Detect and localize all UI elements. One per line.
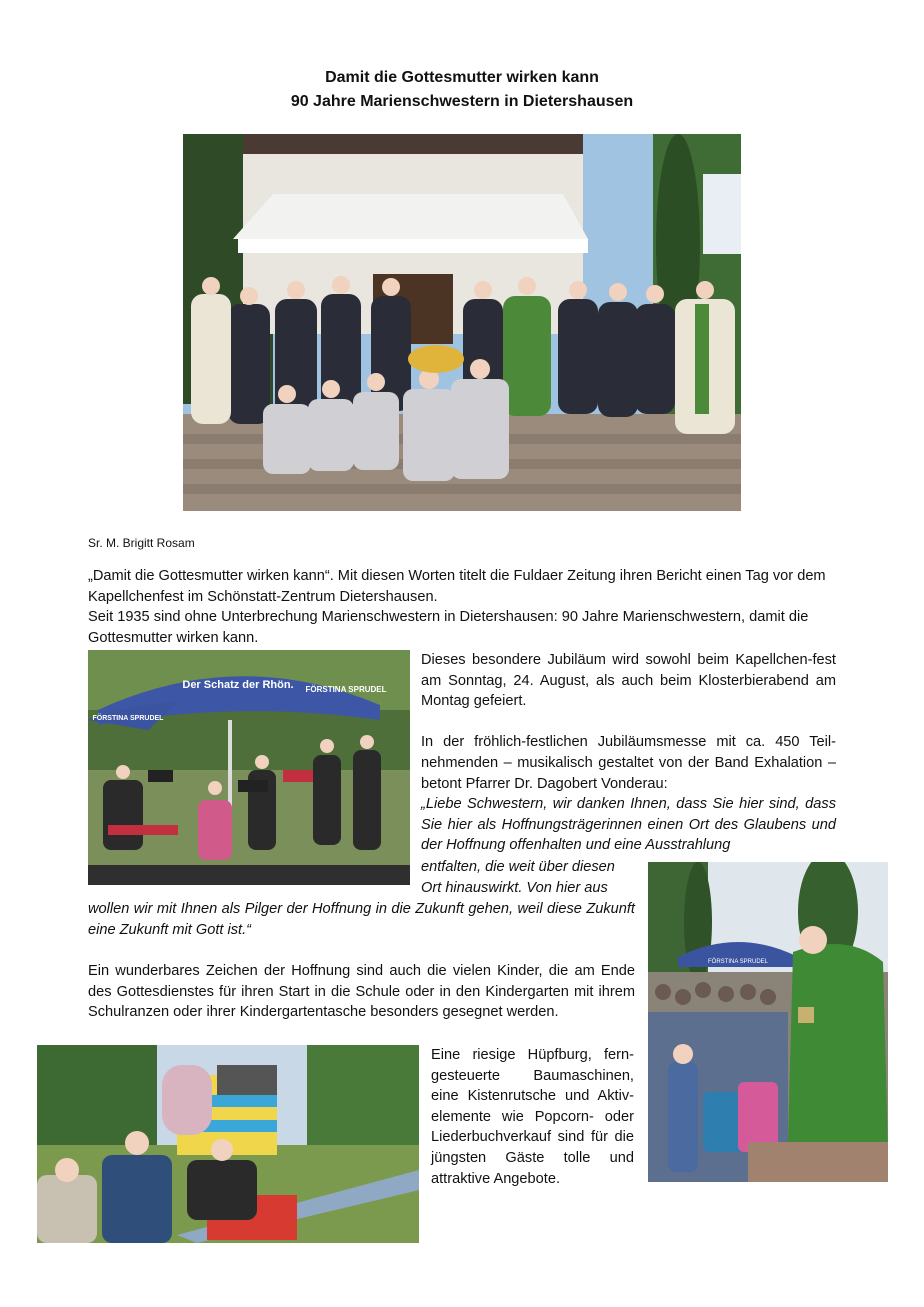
closing-paragraph: Eine riesige Hüpfburg, fern-gesteuerte Baumaschinen, eine Kistenrutsche und Aktiv-elemente wie Popcorn- oder Liederbuchverkauf sind für die jüngsten Gäste tolle und attraktive Angebote.: [431, 1047, 634, 1187]
quote-part-1: „Liebe Schwestern, wir danken Ihnen, dass Sie hier sind, dass Sie hier als Hoffnungsträgerinnen einen Ort des Glaubens und der Hoffnung offenhalten und eine Ausstrahlung: [421, 796, 836, 854]
title-line-2: 90 Jahre Marienschwestern in Dietershausen: [290, 93, 634, 110]
tent-sign: FÖRSTINA SPRUDEL: [707, 959, 769, 965]
umbrella-sign-center: Der Schatz der Rhön.: [182, 679, 294, 691]
intro-paragraph-2: Seit 1935 sind ohne Unterbrechung Marienschwestern in Dietershausen: 90 Jahre Marienschwestern, damit die Gottesmutter wirken kann.: [88, 609, 809, 646]
blessing-photo: [648, 862, 888, 1182]
intro-text: [88, 566, 836, 648]
author-byline: Sr. M. Brigitt Rosam: [88, 536, 195, 550]
quote-part-2a: entfalten, die weit über diesen: [421, 859, 615, 875]
title-line-1: Damit die Gottesmutter wirken kann: [325, 69, 599, 86]
children-paragraph: Ein wunderbares Zeichen der Hoffnung sind auch die vielen Kinder, die am Ende des Gottesdienstes für ihren Start in die Schule oder in den Kindergarten mit ihrem Schulranzen oder ihrer Kindergartentasche besonders gesegnet werden.: [88, 963, 635, 1021]
article-title: [0, 66, 924, 114]
quote-narrow: [421, 857, 646, 898]
umbrella-sign-left: FÖRSTINA SPRUDEL: [92, 715, 164, 722]
band-photo: [88, 650, 410, 885]
column-paragraph-1: Dieses besondere Jubiläum wird sowohl beim Kapellchen-fest am Sonntag, 24. August, als auch beim Klosterbierabend am Montag gefeiert.: [421, 652, 836, 710]
intro-paragraph-1: „Damit die Gottesmutter wirken kann“. Mit diesen Worten titelt die Fuldaer Zeitung ihren Bericht einen Tag vor dem Kapellchenfest im Schönstatt-Zentrum Dietershausen.: [88, 568, 826, 605]
column-text: [421, 650, 836, 856]
group-photo: [183, 134, 741, 511]
umbrella-sign-right: FÖRSTINA SPRUDEL: [305, 685, 387, 694]
quote-part-2b: Ort hinauswirkt. Von hier aus: [421, 879, 608, 896]
column-paragraph-2: In der fröhlich-festlichen Jubiläumsmesse mit ca. 450 Teil-nehmenden – musikalisch gestaltet von der Band Exhalation – betont Pfarrer Dr. Dagobert Vonderau:: [421, 734, 836, 792]
bouncy-castle-photo: [37, 1045, 419, 1243]
quote-part-3: wollen wir mit Ihnen als Pilger der Hoffnung in die Zukunft gehen, weil diese Zukunft eine Zukunft mit Gott ist.“: [88, 901, 635, 938]
